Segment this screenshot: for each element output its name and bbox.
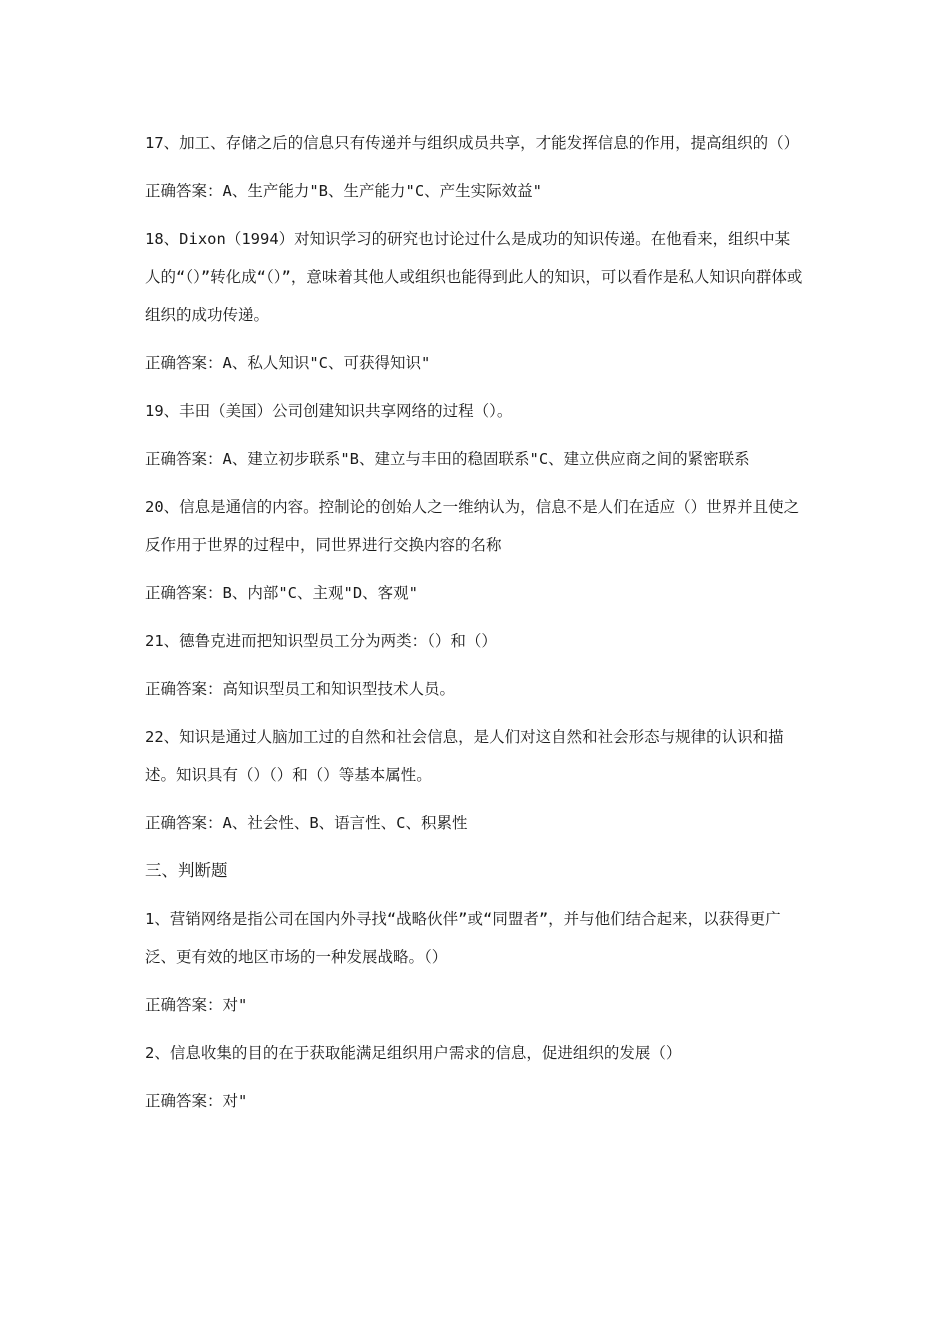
answer-19: 正确答案：A、建立初步联系"B、建立与丰田的稳固联系"C、建立供应商之间的紧密联系	[145, 450, 750, 468]
answer-22: 正确答案：A、社会性、B、语言性、C、积累性	[145, 814, 468, 832]
judgement-question-1: 1、营销网络是指公司在国内外寻找“战略伙伴”或“同盟者”，并与他们结合起来，以获得更广泛、更有效的地区市场的一种发展战略。（）	[145, 910, 781, 966]
answer-18: 正确答案：A、私人知识"C、可获得知识"	[145, 354, 431, 372]
question-20: 20、信息是通信的内容。控制论的创始人之一维纳认为，信息不是人们在适应（）世界并且使之反作用于世界的过程中，同世界进行交换内容的名称	[145, 498, 800, 554]
question-22: 22、知识是通过人脑加工过的自然和社会信息，是人们对这自然和社会形态与规律的认识和描述。知识具有（）（）和（）等基本属性。	[145, 728, 784, 784]
section-heading-true-false: 三、判断题	[145, 861, 228, 880]
document-content	[145, 124, 805, 1130]
question-19: 19、丰田（美国）公司创建知识共享网络的过程（）。	[145, 402, 513, 420]
question-17: 17、加工、存储之后的信息只有传递并与组织成员共享，才能发挥信息的作用，提高组织的（）	[145, 134, 800, 152]
question-18: 18、Dixon（1994）对知识学习的研究也讨论过什么是成功的知识传递。在他看来，组织中某人的“（）”转化成“（）”，意味着其他人或组织也能得到此人的知识，可以看作是私人知识向群体或组织的成功传递。	[145, 230, 803, 324]
judgement-answer-1: 正确答案：对"	[145, 996, 248, 1014]
question-21: 21、德鲁克进而把知识型员工分为两类：（）和（）	[145, 632, 497, 650]
answer-20: 正确答案：B、内部"C、主观"D、客观"	[145, 584, 418, 602]
judgement-answer-2: 正确答案：对"	[145, 1092, 248, 1110]
judgement-question-2: 2、信息收集的目的在于获取能满足组织用户需求的信息，促进组织的发展（）	[145, 1044, 682, 1062]
answer-17: 正确答案：A、生产能力"B、生产能力"C、产生实际效益"	[145, 182, 542, 200]
answer-21: 正确答案：高知识型员工和知识型技术人员。	[145, 680, 456, 698]
